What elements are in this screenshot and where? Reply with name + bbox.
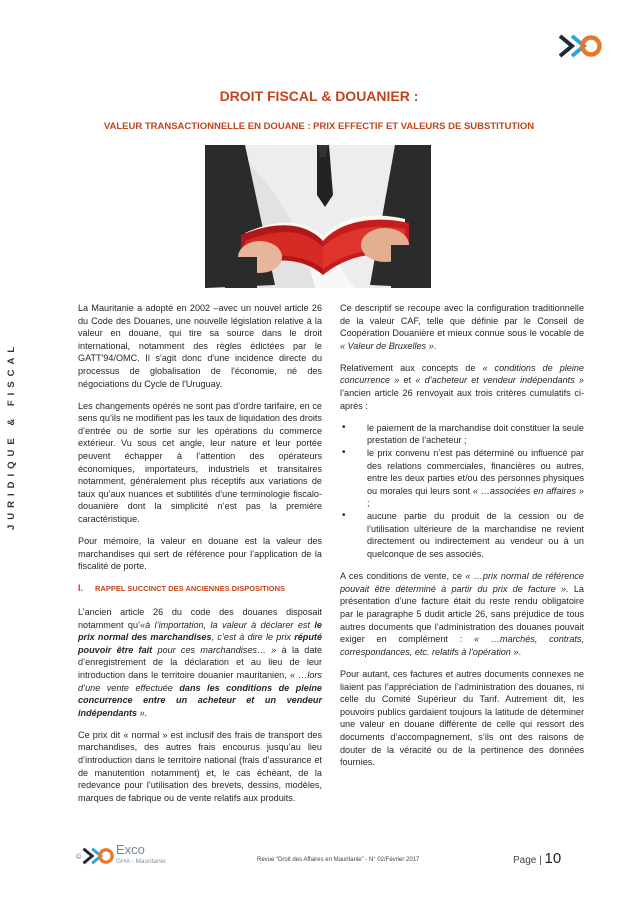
book-reading-photo [205, 145, 431, 288]
footer-logo-name: Exco [116, 842, 145, 857]
text-run: « …associées en affaires » [472, 485, 584, 496]
text-run: « d’acheteur et vendeur indépendants » [415, 375, 584, 386]
text-run: « Valeur de Bruxelles » [340, 340, 434, 351]
paragraph: Ce prix dit « normal » est inclusif des frais de transport des marchandises, des autres frais encourus jusqu’au lieu d’introduction dans le territoire national (frais d’assurance et de manutention notamment) et, le cas échéant, de la redevance pour l’utilisation des brevets, dessins, modèles, marques de fabrique ou de vente relatifs aux produits. [78, 729, 322, 803]
text-run: le prix normal des marchandises [78, 619, 322, 643]
text-run: « conditions de pleine concurrence » [340, 362, 584, 386]
paragraph [340, 570, 584, 658]
text-run: l’ancien article 26 renvoyait aux trois critères cumulatifs ci-après : [340, 388, 584, 411]
page-label: Page | [513, 855, 542, 866]
text-run: , c’est à dire le prix [211, 632, 291, 643]
copyright-symbol: © [76, 854, 82, 861]
side-label [4, 330, 22, 530]
text-run: « …lors d’une vente effectuée [78, 669, 322, 693]
text-run: ; [367, 498, 370, 509]
right-column [340, 302, 584, 778]
section-title: RAPPEL SUCCINCT DES ANCIENNES DISPOSITIONS [95, 584, 286, 594]
text-run: à la date d’enregistrement de la déclaration et au lieu de leur introduction dans le territoire douanier mauritanien, [78, 644, 322, 680]
paragraph: La Mauritanie a adopté en 2002 –avec un nouvel article 26 du Code des Douanes, une nouvelle législation relative à la valeur en douane, qui tire sa source dans le droit international, notamment des règles édictées par le GATT'94/OMC. Il s'agit donc d'une incidence directe du processus de globalisation de l'économie, né des négociations du Cycle de l'Uruguay. [78, 303, 322, 389]
section-heading [78, 582, 322, 596]
text-run: A ces conditions de vente, ce [340, 571, 466, 582]
text-run: Ce descriptif se recoupe avec la configuration traditionnelle de la valeur CAF, telle que définie par le Conseil de Coopération Douanière et mieux connue sous le vocable de [340, 303, 584, 339]
paragraph [340, 362, 584, 412]
footer-logo [76, 840, 196, 870]
list-item: • le paiement de la marchandise doit constituer la seule prestation de l’acheteur ; [340, 422, 584, 447]
text-run: et [399, 375, 416, 386]
text-run: Relativement aux concepts de [340, 362, 483, 373]
text-run: «à l’importation, la valeur à déclarer est [140, 619, 310, 630]
paragraph: Pour autant, ces factures et autres documents connexes ne liaient pas l’appréciation de l’administration des douanes, ni celle du Comité Supérieur du Tarif. Autrement dit, les pouvoirs publics gardaient toujours la latitude de déterminer une valeur en douane différente de celle qui ressort des documents d’accompagnement, s’ils ont des raisons de douter de la véracité ou de la pertinence des données fournies. [340, 668, 584, 768]
list-item [340, 447, 584, 510]
left-column [78, 302, 322, 814]
text-run: dans les conditions de pleine concurrence entre un acheteur et un vendeur indépendants [78, 682, 322, 718]
text-run: . [433, 340, 437, 351]
section-number: I. [78, 583, 84, 594]
paragraph: Pour mémoire, la valeur en douane est la valeur des marchandises qui sert de référence pour l’application de la fiscalité de porte. [78, 536, 322, 572]
exco-logo-icon [558, 30, 602, 62]
paragraph: Les changements opérés ne sont pas d’ordre tarifaire, en ce sens qu’ils ne modifient pas les taux de liquidation des droits d’entrée ou de sortie sur les opérations du commerce extérieur. Vu sous cet angle, leur nature et leur portée peuvent échapper à l’attention des opérateurs économiques, importateurs, industriels et transitaires notamment, généralement plus réceptifs aux variations de taux qu’aux nuances et subtilités d’une terminologie fiscalo-douanière dont la simplicité n’est pas la première caractéristique. [78, 400, 322, 524]
page-subtitle: VALEUR TRANSACTIONNELLE EN DOUANE : PRIX EFFECTIF ET VALEURS DE SUBSTITUTION [103, 121, 535, 132]
text-run: L’ancien article 26 du code des douanes disposait notamment qu’ [78, 606, 322, 630]
page-number-value: 10 [544, 850, 562, 867]
page-title: DROIT FISCAL & DOUANIER : [219, 88, 419, 104]
text-run: La présentation d’une facture était du reste rendu obligatoire par le paragraphe 5 dudit article 26, sans préjudice de tous autres documents que l’administration des douanes pouvait exiger en complément : [340, 583, 584, 645]
exco-logo-icon [82, 844, 114, 868]
text-run: le prix convenu n’est pas déterminé ou influencé par des relations commerciales, financières ou autres, entre les deux parties et/ou des personnes physiques ou morales qui leurs sont [367, 447, 584, 496]
criteria-list [340, 422, 584, 561]
text-run: pour ces marchandises… » [152, 644, 277, 655]
side-label-text: JURIDIQUE & FISCAL [6, 341, 17, 530]
text-run: « …prix normal de référence pouvait être déterminé à partir du prix de facture ». [340, 571, 584, 594]
text-run: « …marchés, contrats, correspondances, etc. relatifs à l’opération » [340, 634, 584, 657]
page-number [513, 850, 561, 867]
paragraph [78, 606, 322, 719]
paragraph [340, 302, 584, 352]
text-run: réputé pouvoir être fait [78, 632, 322, 655]
list-item: • aucune partie du produit de la cession ou de l’utilisation ultérieure de la marchandise ne revient directement ou indirectement au vendeur ou à un quelconque de ses associés. [340, 510, 584, 560]
text-run: ». [137, 707, 148, 718]
footer-logo-sub: GHA - Mauritanie [116, 858, 166, 865]
footer-revue: Revue “Droit des Affaires en Mauritanie” - N° 02/Février 2017 [257, 857, 420, 863]
text-run: . [518, 646, 521, 657]
